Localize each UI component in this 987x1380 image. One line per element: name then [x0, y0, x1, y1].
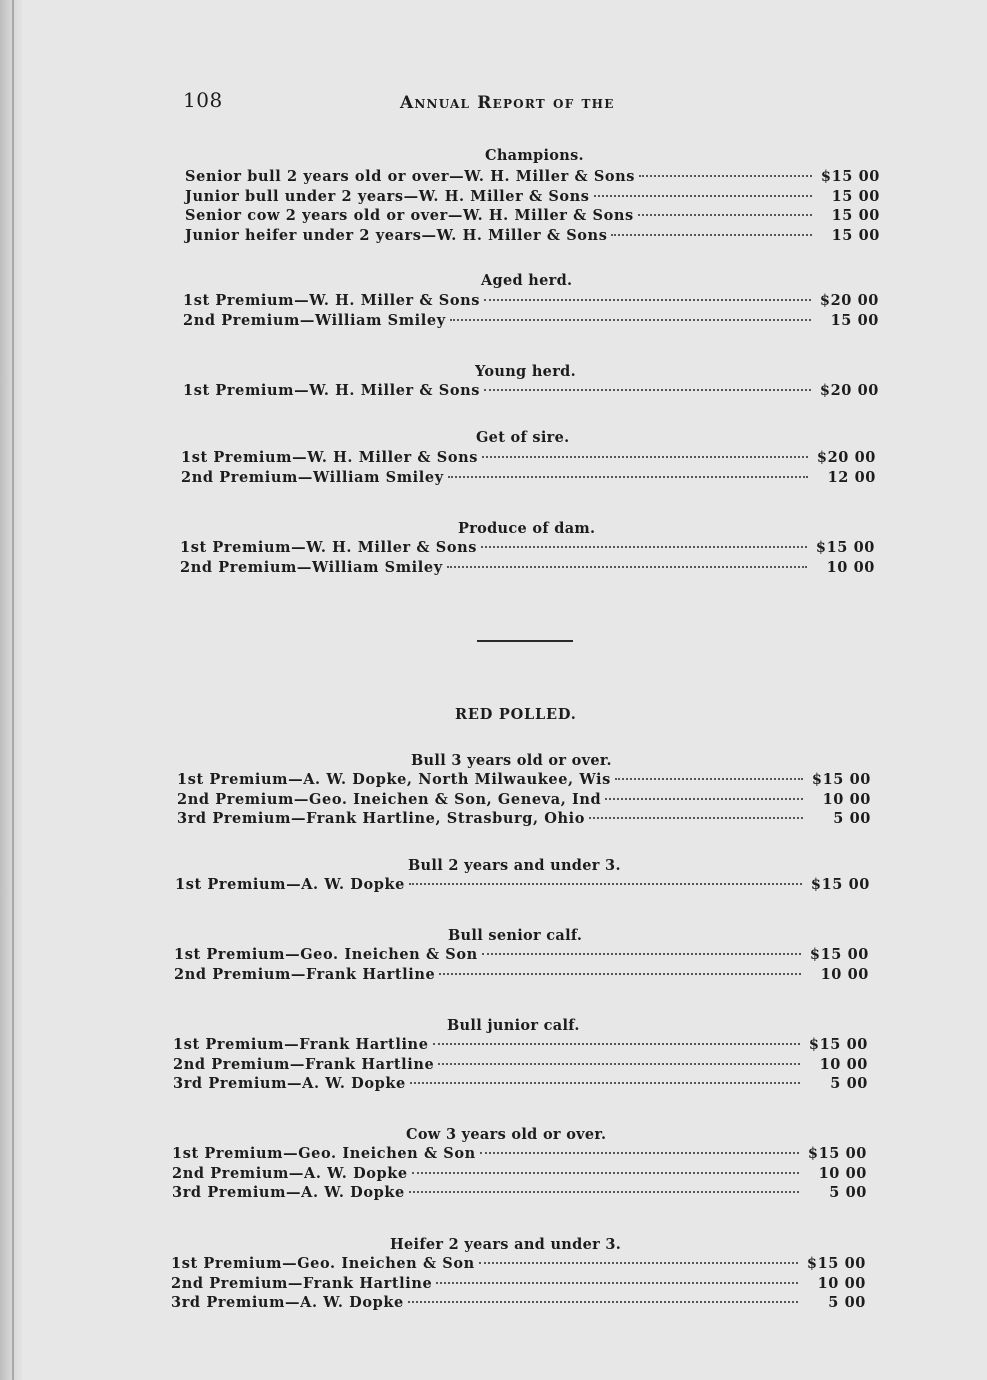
award-label: 2nd Premium—Geo. Ineichen & Son, Geneva, Ind	[177, 790, 602, 808]
award-label: 1st Premium—W. H. Miller & Sons	[183, 292, 480, 309]
dot-leader	[482, 456, 808, 458]
award-amount: 10 00	[826, 558, 875, 576]
dot-leader	[481, 546, 807, 548]
award-amount: 12 00	[827, 468, 876, 486]
award-entry	[185, 168, 880, 188]
award-label: 2nd Premium—William Smiley	[181, 468, 444, 486]
award-amount: 5 00	[828, 1294, 866, 1311]
section-title-aged-herd: Aged herd.	[481, 272, 573, 289]
award-label: 1st Premium—W. H. Miller & Sons	[183, 382, 480, 399]
section-title-bull-2-years-and-under-3: Bull 2 years and under 3.	[408, 857, 621, 874]
dot-leader	[482, 953, 801, 955]
dot-leader	[412, 1172, 799, 1174]
award-entry	[181, 449, 876, 469]
award-entry	[183, 382, 879, 402]
section-title-young-herd: Young herd.	[475, 363, 576, 380]
award-label: 2nd Premium—Frank Hartline	[174, 965, 436, 983]
dot-leader	[448, 476, 808, 478]
award-label: 2nd Premium—Frank Hartline	[171, 1274, 433, 1292]
dot-leader	[480, 1152, 799, 1154]
dot-leader	[433, 1043, 800, 1045]
section-title-bull-3-years-old-or-over: Bull 3 years old or over.	[411, 752, 612, 769]
award-amount: $20 00	[816, 449, 876, 466]
dot-leader	[589, 817, 803, 819]
award-label: Senior cow 2 years old or over—W. H. Miller & Sons	[185, 207, 634, 224]
award-amount: 15 00	[831, 207, 880, 224]
dot-leader	[615, 778, 803, 780]
award-amount: 10 00	[820, 965, 869, 983]
award-label: 1st Premium—Frank Hartline	[173, 1036, 429, 1053]
award-amount: 10 00	[822, 790, 871, 808]
award-amount: $15 00	[820, 168, 880, 185]
dot-leader	[638, 214, 812, 216]
award-amount: 15 00	[831, 226, 880, 244]
award-label: Senior bull 2 years old or over—W. H. Miller & Sons	[185, 168, 636, 185]
dot-leader	[447, 566, 807, 568]
dot-leader	[484, 389, 811, 391]
award-amount: $20 00	[819, 382, 879, 399]
dot-leader	[594, 195, 812, 197]
award-entry	[171, 1255, 866, 1275]
section-title-produce-of-dam: Produce of dam.	[458, 520, 596, 537]
dot-leader	[450, 319, 811, 321]
group-title-red-polled: RED POLLED.	[455, 706, 577, 723]
award-label: Junior heifer under 2 years—W. H. Miller & Sons	[185, 226, 608, 244]
section-title-cow-3-years-old-or-over: Cow 3 years old or over.	[406, 1126, 607, 1143]
award-label: 3rd Premium—A. W. Dopke	[173, 1075, 406, 1092]
dot-leader	[436, 1282, 798, 1284]
award-amount: 5 00	[830, 1075, 868, 1092]
dot-leader	[605, 798, 803, 800]
award-label: 1st Premium—W. H. Miller & Sons	[180, 539, 477, 556]
award-entry	[177, 771, 871, 791]
award-amount: $15 00	[809, 946, 869, 963]
section-title-heifer-2-years-and-under-3: Heifer 2 years and under 3.	[390, 1236, 622, 1253]
award-amount: 10 00	[819, 1055, 868, 1073]
award-entry	[171, 1275, 866, 1295]
award-entry	[172, 1165, 867, 1185]
award-entry	[185, 207, 880, 227]
section-title-get-of-sire: Get of sire.	[476, 429, 570, 446]
award-label: 3rd Premium—A. W. Dopke	[171, 1294, 404, 1311]
award-amount: 15 00	[830, 311, 879, 329]
award-entry	[183, 312, 879, 332]
award-entry	[175, 876, 870, 896]
award-amount: $15 00	[811, 771, 871, 788]
award-label: 2nd Premium—William Smiley	[180, 558, 443, 576]
page-number: 108	[183, 88, 223, 112]
dot-leader	[639, 175, 812, 177]
award-entry	[180, 539, 875, 559]
award-label: 1st Premium—A. W. Dopke, North Milwaukee, Wis	[177, 771, 611, 788]
award-label: Junior bull under 2 years—W. H. Miller & Sons	[185, 187, 590, 205]
award-amount: $15 00	[815, 539, 875, 556]
award-label: 1st Premium—Geo. Ineichen & Son	[171, 1255, 475, 1272]
award-entry	[173, 1036, 868, 1056]
award-label: 1st Premium—W. H. Miller & Sons	[181, 449, 478, 466]
section-title-bull-junior-calf: Bull junior calf.	[447, 1017, 580, 1034]
award-entry	[171, 1294, 866, 1314]
award-entry	[174, 966, 869, 986]
award-amount: 5 00	[829, 1184, 867, 1201]
award-label: 1st Premium—Geo. Ineichen & Son	[172, 1145, 476, 1162]
award-entry	[183, 292, 879, 312]
award-entry	[172, 1184, 867, 1204]
award-amount: 10 00	[818, 1164, 867, 1182]
award-amount: $15 00	[806, 1255, 866, 1272]
award-label: 1st Premium—A. W. Dopke	[175, 876, 405, 893]
section-divider-rule	[477, 640, 573, 642]
running-head: Annual Report of the	[400, 93, 615, 113]
award-amount: 10 00	[817, 1274, 866, 1292]
dot-leader	[611, 234, 812, 236]
section-title-champions: Champions.	[485, 147, 584, 164]
dot-leader	[438, 1063, 800, 1065]
dot-leader	[409, 1191, 799, 1193]
award-entry	[177, 810, 871, 830]
award-entry	[172, 1145, 867, 1165]
award-amount: $20 00	[819, 292, 879, 309]
award-entry	[177, 791, 871, 811]
dot-leader	[410, 1082, 800, 1084]
award-entry	[173, 1075, 868, 1095]
award-amount: $15 00	[807, 1145, 867, 1162]
award-label: 2nd Premium—Frank Hartline	[173, 1055, 435, 1073]
award-label: 1st Premium—Geo. Ineichen & Son	[174, 946, 478, 963]
dot-leader	[484, 299, 811, 301]
award-entry	[173, 1056, 868, 1076]
award-entry	[180, 559, 875, 579]
section-title-bull-senior-calf: Bull senior calf.	[448, 927, 583, 944]
award-entry	[174, 946, 869, 966]
dot-leader	[439, 973, 801, 975]
award-entry	[185, 188, 880, 208]
award-label: 2nd Premium—William Smiley	[183, 311, 446, 329]
award-amount: 15 00	[831, 187, 880, 205]
award-label: 3rd Premium—A. W. Dopke	[172, 1184, 405, 1201]
dot-leader	[408, 1301, 798, 1303]
award-label: 3rd Premium—Frank Hartline, Strasburg, Ohio	[177, 810, 586, 827]
award-label: 2nd Premium—A. W. Dopke	[172, 1164, 408, 1182]
dot-leader	[409, 883, 802, 885]
award-amount: 5 00	[833, 810, 871, 827]
award-amount: $15 00	[810, 876, 870, 893]
award-entry	[181, 469, 876, 489]
award-entry	[185, 227, 880, 247]
award-amount: $15 00	[808, 1036, 868, 1053]
dot-leader	[479, 1262, 798, 1264]
